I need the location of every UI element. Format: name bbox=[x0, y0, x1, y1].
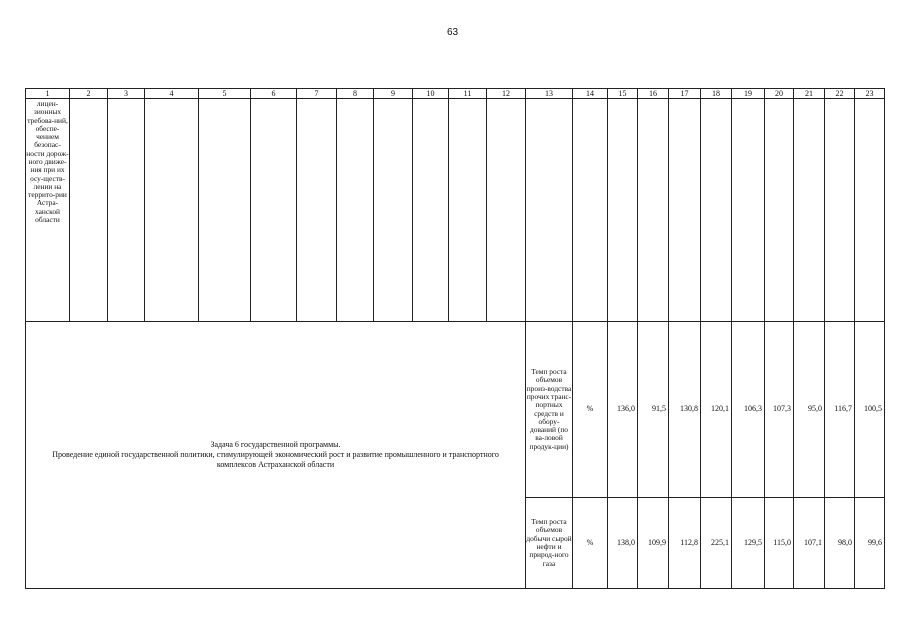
table-cell bbox=[526, 99, 573, 322]
column-number: 7 bbox=[297, 89, 337, 99]
column-number: 10 bbox=[413, 89, 449, 99]
column-number: 15 bbox=[608, 89, 638, 99]
table-row bbox=[26, 99, 885, 322]
value-cell: 115,0 bbox=[765, 498, 794, 589]
column-number: 5 bbox=[199, 89, 251, 99]
table-cell bbox=[26, 99, 70, 322]
table-cell bbox=[487, 99, 526, 322]
column-number: 14 bbox=[573, 89, 608, 99]
table-cell bbox=[70, 99, 108, 322]
value-cell: 98,0 bbox=[825, 498, 855, 589]
task-description: Проведение единой государственной политики, стимулирующей экономический рост и развитие промышленного и транспортного комплексов Астраханской области bbox=[52, 450, 499, 469]
table-cell bbox=[337, 99, 374, 322]
column-number: 16 bbox=[638, 89, 669, 99]
indicator-unit: % bbox=[573, 498, 608, 589]
value-cell: 91,5 bbox=[638, 322, 669, 498]
table-cell bbox=[145, 99, 199, 322]
column-number: 1 bbox=[26, 89, 70, 99]
table-cell bbox=[199, 99, 251, 322]
indicator-name: Темп роста объемов произ-водства прочих транс-портных средств и обору-дований (по ва-ловой продук-ции) bbox=[526, 322, 573, 498]
table-cell bbox=[701, 99, 732, 322]
table-cell bbox=[573, 99, 608, 322]
value-cell: 116,7 bbox=[825, 322, 855, 498]
table-cell bbox=[732, 99, 765, 322]
table-cell bbox=[413, 99, 449, 322]
column-number: 11 bbox=[449, 89, 487, 99]
table-cell bbox=[638, 99, 669, 322]
program-table bbox=[25, 88, 885, 589]
column-number: 9 bbox=[374, 89, 413, 99]
table-cell bbox=[669, 99, 701, 322]
indicator-unit: % bbox=[573, 322, 608, 498]
table-cell bbox=[374, 99, 413, 322]
column-number: 2 bbox=[70, 89, 108, 99]
value-cell: 130,8 bbox=[669, 322, 701, 498]
table-cell bbox=[251, 99, 297, 322]
value-cell: 107,1 bbox=[794, 498, 825, 589]
column-number: 23 bbox=[855, 89, 885, 99]
column-number: 21 bbox=[794, 89, 825, 99]
table-cell bbox=[855, 99, 885, 322]
value-cell: 99,6 bbox=[855, 498, 885, 589]
page-number: 63 bbox=[446, 27, 459, 38]
value-cell: 120,1 bbox=[701, 322, 732, 498]
value-cell: 136,0 bbox=[608, 322, 638, 498]
column-number: 6 bbox=[251, 89, 297, 99]
table-cell bbox=[108, 99, 145, 322]
task-cell bbox=[26, 322, 526, 589]
table-cell bbox=[825, 99, 855, 322]
value-cell: 100,5 bbox=[855, 322, 885, 498]
column-number: 4 bbox=[145, 89, 199, 99]
table-cell bbox=[765, 99, 794, 322]
value-cell: 106,3 bbox=[732, 322, 765, 498]
table-cell bbox=[297, 99, 337, 322]
table-row bbox=[26, 322, 885, 498]
column-number: 20 bbox=[765, 89, 794, 99]
column-number: 12 bbox=[487, 89, 526, 99]
table-cell bbox=[794, 99, 825, 322]
column-number: 3 bbox=[108, 89, 145, 99]
row-text: лицен-зионных требова-ний, обеспе-чением безопас-ности дорож-ного движе-ния при их осу-ществ-лении на террито-рии Астра-ханской области bbox=[26, 99, 69, 224]
value-cell: 112,8 bbox=[669, 498, 701, 589]
value-cell: 225,1 bbox=[701, 498, 732, 589]
value-cell: 109,9 bbox=[638, 498, 669, 589]
value-cell: 107,3 bbox=[765, 322, 794, 498]
column-number: 22 bbox=[825, 89, 855, 99]
column-number: 19 bbox=[732, 89, 765, 99]
value-cell: 138,0 bbox=[608, 498, 638, 589]
column-number: 17 bbox=[669, 89, 701, 99]
task-title: Задача 6 государственной программы. bbox=[210, 440, 341, 449]
value-cell: 95,0 bbox=[794, 322, 825, 498]
indicator-name: Темп роста объемов добычи сырой нефти и природ-ного газа bbox=[526, 498, 573, 589]
column-number: 8 bbox=[337, 89, 374, 99]
column-number: 13 bbox=[526, 89, 573, 99]
table-cell bbox=[608, 99, 638, 322]
table-cell bbox=[449, 99, 487, 322]
value-cell: 129,5 bbox=[732, 498, 765, 589]
column-number: 18 bbox=[701, 89, 732, 99]
column-number-row bbox=[26, 89, 885, 99]
